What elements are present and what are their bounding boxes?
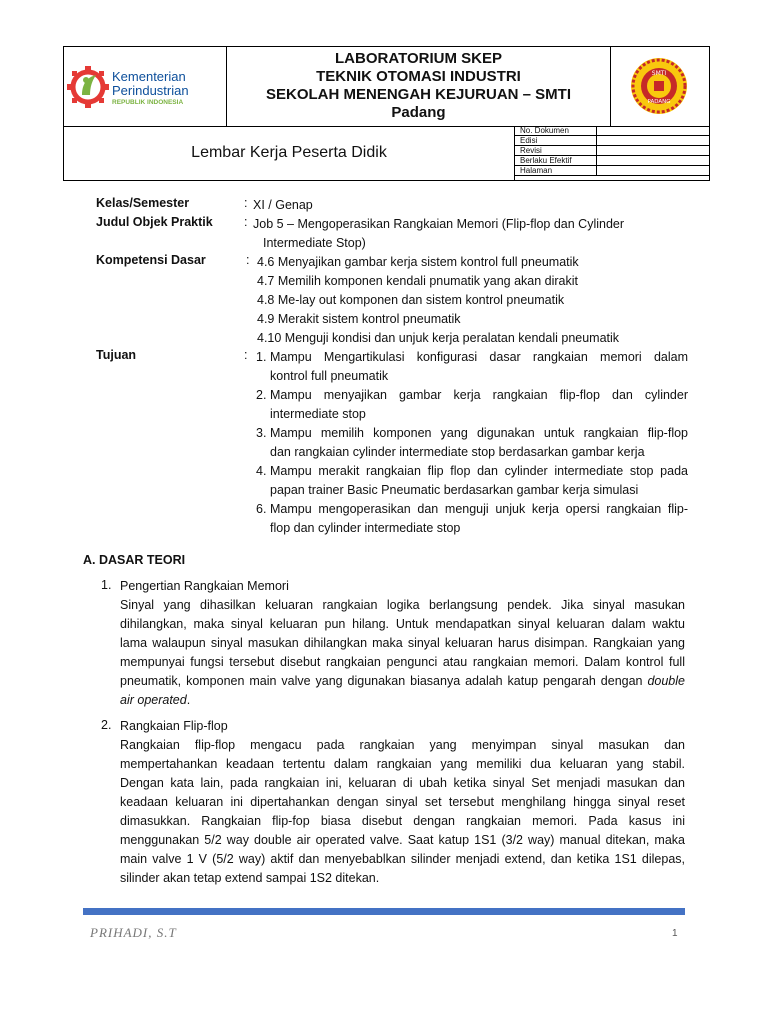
svg-text:REPUBLIK INDONESIA: REPUBLIK INDONESIA [112, 99, 184, 106]
kompetensi-item: 4.10 Menguji kondisi dan unjuk kerja peralatan kendali pneumatik [257, 331, 620, 345]
kelas-value: XI / Genap [253, 198, 313, 212]
doc-field: Revisi [514, 146, 597, 156]
svg-text:Perindustrian: Perindustrian [112, 83, 189, 98]
school-logo [610, 47, 709, 126]
kompetensi-item: 4.9 Merakit sistem kontrol pneumatik [257, 312, 461, 326]
tujuan-item: 4. Mampu merakit rangkaian flip flop dan cylinder intermediate stop pada papan trainer Basic Pneumatic berdasarkan gambar kerja simulasi [256, 464, 688, 497]
school-emblem-icon [631, 58, 687, 114]
document-header [63, 46, 710, 181]
title-line: TEKNIK OTOMASI INDUSTRI [316, 68, 521, 85]
title-line: SEKOLAH MENENGAH KEJURUAN – SMTI [265, 86, 572, 103]
item-number: 2. [101, 718, 112, 732]
theory-item-memori: Pengertian Rangkaian Memori Sinyal yang dihasilkan keluaran rangkaian logika berlangsung pendek. Jika sinyal masukan dihilangkan, maka sinyal keluaran pun hilang. Untuk mendapatkan sinyal keluaran dalam waktu lama walaupun sinyal masukan dihilangkan maka sinyal keluaran harus disimpan. Rangkaian yang mempunyai fungsi tersebut disebut rangkaian pengunci atau rangkaian memori. Dalam kontrol full pneumatik, komponen main valve yang digunakan biasanya adalah katup pengarah dengan double air operated. [120, 579, 685, 707]
footer-bar [83, 908, 685, 915]
item-heading: Pengertian Rangkaian Memori [120, 579, 289, 593]
gear-icon [67, 66, 109, 108]
doc-field: Halaman [514, 166, 597, 176]
doc-field: Berlaku Efektif [514, 156, 597, 166]
title-line: LABORATORIUM SKEP [335, 50, 502, 67]
kompetensi-label: Kompetensi Dasar [96, 253, 206, 267]
tujuan-item: 1. Mampu Mengartikulasi konfigurasi dasar rangkaian memori dalam kontrol full pneumatik [256, 350, 688, 383]
page-number: 1 [672, 928, 678, 939]
svg-text:PADANG: PADANG [647, 99, 671, 105]
tujuan-item: 6. Mampu mengoperasikan dan menguji unjuk kerja opersi rangkaian flip- flop dan cylinder intermediate stop [256, 502, 688, 535]
section-heading: A. DASAR TEORI [83, 553, 186, 567]
ministry-logo [64, 47, 227, 126]
document-info-table [514, 126, 709, 176]
tujuan-list [256, 348, 688, 538]
kompetensi-list [257, 253, 692, 348]
kompetensi-item: 4.8 Me-lay out komponen dan sistem kontrol pneumatik [257, 293, 565, 307]
kompetensi-item: 4.7 Memilih komponen kendali pnumatik yang akan dirakit [257, 274, 579, 288]
footer-author: PRIHADI, S.T [90, 925, 177, 940]
tujuan-item: 3. Mampu memilih komponen yang digunakan untuk rangkaian flip-flop dan rangkaian cylinder intermediate stop berdasarkan gambar kerja [256, 426, 688, 459]
tujuan-label: Tujuan [96, 348, 137, 362]
doc-field: No. Dokumen [514, 126, 597, 136]
header-bottom-row [64, 126, 709, 180]
kompetensi-item: 4.6 Menyajikan gambar kerja sistem kontrol full pneumatik [257, 255, 579, 269]
header-title [226, 50, 611, 122]
title-line: Padang [391, 104, 446, 121]
tujuan-item: 2. Mampu menyajikan gambar kerja rangkaian flip-flop dan cylinder intermediate stop [256, 388, 688, 421]
svg-text:SMTI: SMTI [651, 70, 667, 77]
theory-item-flipflop: Rangkaian Flip-flop Rangkaian flip-flop mengacu pada rangkaian yang menyimpan sinyal masukan dan mempertahankan keadaan tertentu dalam rangkaian yang memiliki dua keluaran yang stabil. Dengan kata lain, pada rangkaian ini, keluaran di ubah ketika sinyal Set menjadi masukan dan keadaan keluaran ini dipertahankan dengan sinyal set tersebut menghilang hingga sinyal reset dimasukkan. Rangkaian flip-fop biasa disebut dengan rangkaian memori. Pada kasus ini menggunakan 5/2 way double air operated valve. Saat katup 1S1 (3/2 way) manual ditekan, maka main valve 1 V (5/2 way) aktif dan menyebablkan silinder menjadi extend, dan ketika 1S1 dilepas, silinder akan tetap extend sampai 1S2 ditekan. [120, 719, 685, 885]
worksheet-title: Lembar Kerja Peserta Didik [64, 126, 515, 180]
doc-field: Edisi [514, 136, 597, 146]
item-heading: Rangkaian Flip-flop [120, 719, 228, 733]
item-number: 1. [101, 578, 112, 592]
judul-label: Judul Objek Praktik [96, 215, 213, 229]
judul-value: Job 5 – Mengoperasikan Rangkaian Memori (Flip-flop dan Cylinder Intermediate Stop) [253, 217, 625, 250]
svg-text:Kementerian: Kementerian [112, 69, 186, 84]
header-top-row [64, 47, 709, 127]
kelas-label: Kelas/Semester [96, 196, 190, 210]
